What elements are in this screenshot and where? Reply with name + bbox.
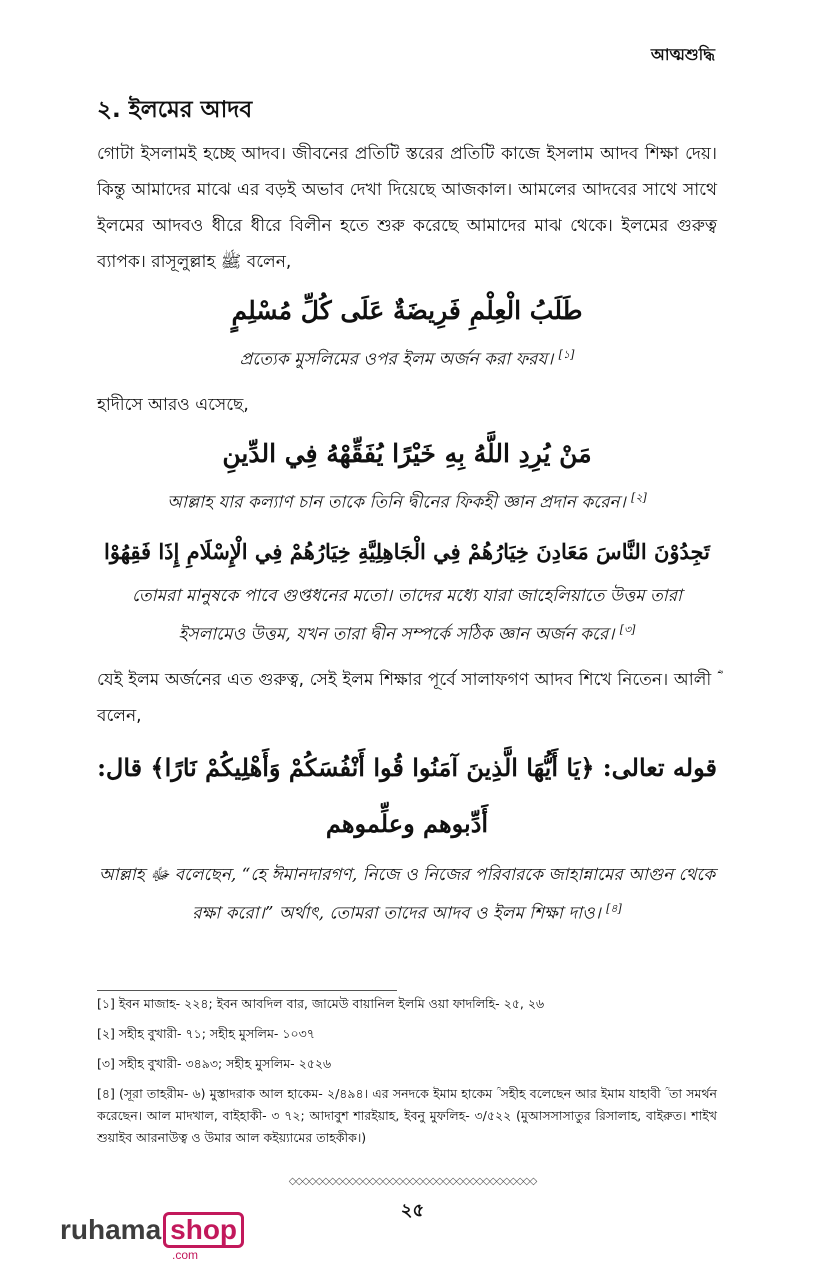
section-title: ২. ইলমের আদব xyxy=(97,97,253,123)
translation-3-text: তোমরা মানুষকে পাবে গুপ্তধনের মতো। তাদের মধ্যে যারা জাহেলিয়াতে উত্তম তারা ইসলামেও উত্তম, যখন তারা দ্বীন সম্পর্কে সঠিক জ্ঞান অর্জন করে। xyxy=(132,586,682,645)
main-content xyxy=(97,92,717,941)
arabic-hadith-2: مَنْ يُرِدِ اللَّهُ بِهِ خَيْرًا يُفَقِّهْهُ فِي الدِّينِ xyxy=(222,438,592,468)
translation-4-text: আল্লাহ ﷻ বলেছেন, “হে ঈমানদারগণ, নিজে ও নিজের পরিবারকে জাহান্নামের আগুন থেকে রক্ষা করো।” অর্থাৎ, তোমরা তাদের আদব ও ইলম শিক্ষা দাও। xyxy=(98,864,716,924)
arabic-hadith-1: طَلَبُ الْعِلْمِ فَرِيضَةٌ عَلَى كُلِّ مُسْلِمٍ xyxy=(231,296,583,325)
footnote-1: [১] ইবন মাজাহ- ২২৪; ইবন আবদিল বার, জামেউ বায়ানিল ইলমি ওয়া ফাদলিহি- ২৫, ২৬ xyxy=(97,996,545,1011)
footnote-ref-2: [২] xyxy=(631,490,647,504)
paragraph-hadith-intro: হাদীসে আরও এসেছে, xyxy=(97,394,249,415)
running-head: আত্মশুদ্ধি xyxy=(650,45,715,64)
logo-brand: ruhama xyxy=(60,1214,162,1245)
ruhamashop-logo xyxy=(60,1212,244,1262)
paragraph-intro: গোটা ইসলামই হচ্ছে আদব। জীবনের প্রতিটি স্তরের প্রতিটি কাজে ইসলাম আদব শিক্ষা দেয়। কিন্তু আমাদের মাঝে এর বড়ই অভাব দেখা দিয়েছে আজকাল। আমলের আদবের সাথে সাথে ইলমের আদবও ধীরে ধীরে বিলীন হতে শুরু করেছে আমাদের মাঝ থেকে। ইলমের গুরুত্ব ব্যাপক। রাসূলুল্লাহ ﷺ বলেন, xyxy=(97,144,717,272)
ornament-divider: ◇◇◇◇◇◇◇◇◇◇◇◇◇◇◇◇◇◇◇◇◇◇◇◇◇◇◇◇◇◇◇◇◇◇◇◇◇ xyxy=(288,1176,537,1187)
footnote-2: [২] সহীহ বুখারী- ৭১; সহীহ মুসলিম- ১০৩৭ xyxy=(97,1026,315,1041)
translation-1 xyxy=(97,338,717,377)
footnote-3: [৩] সহীহ বুখারী- ৩৪৯৩; সহীহ মুসলিম- ২৫২৬ xyxy=(97,1056,332,1071)
page-number: ২৫ xyxy=(400,1200,425,1221)
paragraph-ali-intro: যেই ইলম অর্জনের এত গুরুত্ব, সেই ইলম শিক্ষার পূর্বে সালাফগণ আদব শিখে নিতেন। আলী ؓ বলেন, xyxy=(97,669,717,726)
logo-box: shop xyxy=(163,1212,244,1248)
footnote-ref-1: [১] xyxy=(558,348,575,361)
translation-4 xyxy=(97,858,717,931)
footnote-ref-3: [৩] xyxy=(619,623,636,637)
arabic-quote-4: قوله تعالى: ﴿يَا أَيُّهَا الَّذِينَ آمَنُوا قُوا أَنْفُسَكُمْ وَأَهْلِيكُمْ نَارًا﴾ قال: أَدِّبوهم وعلِّموهم xyxy=(97,752,717,838)
footnote-4: [৪] (সূরা তাহরীম- ৬) মুস্তাদরাক আল হাকেম- ২/৪৯৪। এর সনদকে ইমাম হাকেম ؒ সহীহ বলেছেন আর ইমাম যাহাবী ؒ তা সমর্থন করেছেন। আল মাদখাল, বাইহাকী- ৩ ৭২; আদাবুশ শারইয়াহ, ইবনু মুফলিহ- ৩/৫২২ (মুআসসাসাতুর রিসালাহ, বাইরুত। শাইখ শুয়াইব আরনাউত্ব ও উমার আল কইয়্যামের তাহকীক।) xyxy=(97,1086,717,1145)
translation-2 xyxy=(97,481,717,520)
arabic-hadith-3: تَجِدُوْنَ النَّاسَ مَعَادِنَ خِيَارُهُمْ فِي الْجَاهِلِيَّةِ خِيَارُهُمْ فِي الْإِسْلَامِ إِذَا فَقِهُوْا xyxy=(104,539,710,565)
translation-1-text: প্রত্যেক মুসলিমের ওপর ইলম অর্জন করা ফরয। xyxy=(239,349,554,370)
footnote-ref-4: [৪] xyxy=(606,901,622,915)
logo-domain: .com xyxy=(172,1248,199,1262)
footnotes xyxy=(97,993,717,1157)
translation-2-text: আল্লাহ যার কল্যাণ চান তাকে তিনি দ্বীনের ফিকহী জ্ঞান প্রদান করেন। xyxy=(167,492,626,513)
footnote-divider xyxy=(97,990,397,991)
translation-3 xyxy=(97,579,717,652)
